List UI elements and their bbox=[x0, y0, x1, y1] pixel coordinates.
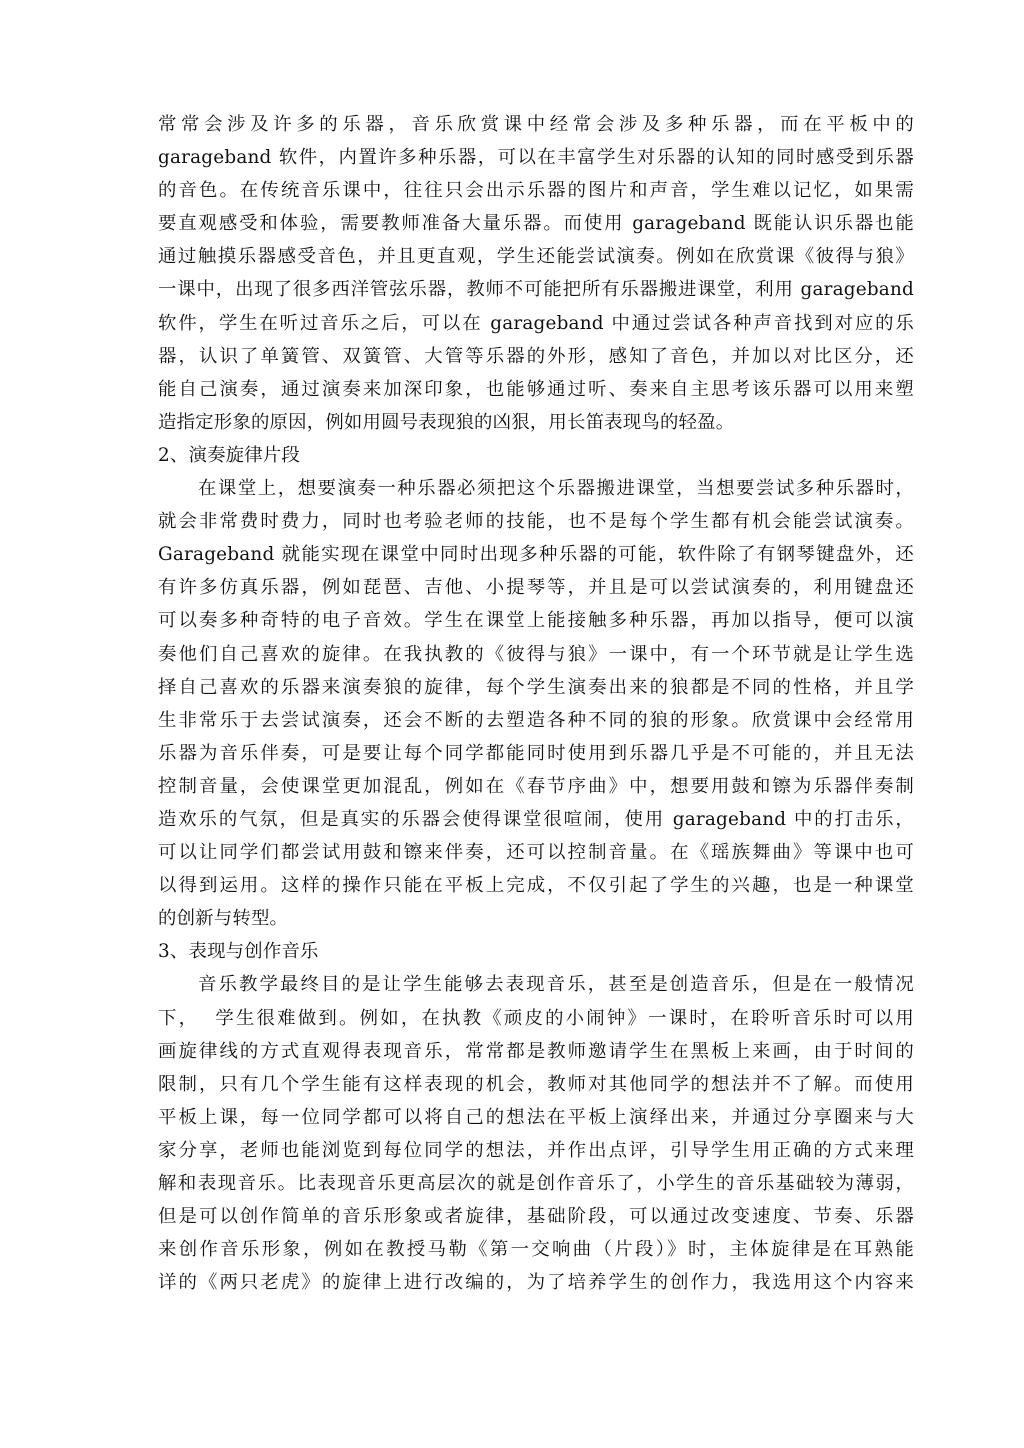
text-line: 控制音量，会使课堂更加混乱，例如在《春节序曲》中，想要用鼓和镲为乐器伴奏制 bbox=[158, 775, 914, 797]
text-line: 的创新与转型。 bbox=[158, 908, 289, 930]
text-line: 器，认识了单簧管、双簧管、大管等乐器的外形，感知了音色，并加以对比区分，还 bbox=[158, 345, 914, 367]
text-line: 下， 学生很难做到。例如，在执教《顽皮的小闹钟》一课时，在聆听音乐时可以用 bbox=[158, 1007, 914, 1029]
section-heading-2: 2、演奏旋律片段 bbox=[158, 444, 301, 466]
text-line: 家分享，老师也能浏览到每位同学的想法，并作出点评，引导学生用正确的方式来理 bbox=[158, 1139, 914, 1161]
section-heading-3: 3、表现与创作音乐 bbox=[158, 941, 319, 963]
text-line: Garageband 就能实现在课堂中同时出现多种乐器的可能，软件除了有钢琴键盘外，还 bbox=[158, 544, 914, 566]
text-line: 通过触摸乐器感受音色，并且更直观，学生还能尝试演奏。例如在欣赏课《彼得与狼》 bbox=[158, 246, 914, 268]
text-line: 解和表现音乐。比表现音乐更高层次的就是创作音乐了，小学生的音乐基础较为薄弱， bbox=[158, 1173, 914, 1194]
text-line: 可以让同学们都尝试用鼓和镲来伴奏，还可以控制音量。在《瑶族舞曲》等课中也可 bbox=[158, 842, 914, 864]
text-line: 有许多仿真乐器，例如琵琶、吉他、小提琴等，并且是可以尝试演奏的，利用键盘还 bbox=[158, 577, 914, 599]
text-line: 详的《两只老虎》的旋律上进行改编的，为了培养学生的创作力，我选用这个内容来 bbox=[158, 1272, 914, 1294]
text-line: 画旋律线的方式直观得表现音乐，常常都是教师邀请学生在黑板上来画，由于时间的 bbox=[158, 1040, 914, 1062]
text-line: 以得到运用。这样的操作只能在平板上完成，不仅引起了学生的兴趣，也是一种课堂 bbox=[158, 875, 914, 897]
text-line: 生非常乐于去尝试演奏，还会不断的去塑造各种不同的狼的形象。欣赏课中会经常用 bbox=[158, 709, 914, 731]
text-line: 就会非常费时费力，同时也考验老师的技能，也不是每个学生都有机会能尝试演奏。 bbox=[158, 511, 914, 533]
paragraph-1 bbox=[158, 108, 914, 439]
text-line: 择自己喜欢的乐器来演奏狼的旋律，每个学生演奏出来的狼都是不同的性格，并且学 bbox=[158, 676, 914, 698]
text-line: 平板上课，每一位同学都可以将自己的想法在平板上演绎出来，并通过分享圈来与大 bbox=[158, 1106, 914, 1128]
paragraph-3 bbox=[158, 968, 914, 1299]
document-page bbox=[158, 108, 914, 1299]
text-line: garageband 软件，内置许多种乐器，可以在丰富学生对乐器的认知的同时感受到乐器 bbox=[158, 147, 914, 169]
text-line: 音乐教学最终目的是让学生能够去表现音乐，甚至是创造音乐，但是在一般情况 bbox=[198, 974, 914, 996]
text-line: 造指定形象的原因，例如用圆号表现狼的凶狠，用长笛表现鸟的轻盈。 bbox=[158, 411, 735, 433]
text-line: 的音色。在传统音乐课中，往往只会出示乐器的图片和声音，学生难以记忆，如果需 bbox=[158, 180, 914, 202]
text-line: 但是可以创作简单的音乐形象或者旋律，基础阶段，可以通过改变速度、节奏、乐器 bbox=[158, 1206, 914, 1228]
text-line: 可以奏多种奇特的电子音效。学生在课堂上能接触多种乐器，再加以指导，便可以演 bbox=[158, 610, 914, 632]
text-line: 造欢乐的气氛，但是真实的乐器会使得课堂很喧闹，使用 garageband 中的打击乐， bbox=[158, 808, 914, 830]
text-line: 奏他们自己喜欢的旋律。在我执教的《彼得与狼》一课中，有一个环节就是让学生选 bbox=[158, 643, 914, 665]
text-line: 能自己演奏，通过演奏来加深印象，也能够通过听、奏来自主思考该乐器可以用来塑 bbox=[158, 378, 914, 400]
text-line: 乐器为音乐伴奏，可是要让每个同学都能同时使用到乐器几乎是不可能的，并且无法 bbox=[158, 742, 914, 764]
text-line: 软件，学生在听过音乐之后，可以在 garageband 中通过尝试各种声音找到对应的乐 bbox=[158, 312, 914, 334]
text-line: 常常会涉及许多的乐器，音乐欣赏课中经常会涉及多种乐器，而在平板中的 bbox=[158, 114, 914, 135]
text-line: 在课堂上，想要演奏一种乐器必须把这个乐器搬进课堂，当想要尝试多种乐器时， bbox=[198, 478, 914, 500]
text-line: 来创作音乐形象，例如在教授马勒《第一交响曲（片段）》时，主体旋律是在耳熟能 bbox=[158, 1239, 914, 1261]
text-line: 要直观感受和体验，需要教师准备大量乐器。而使用 garageband 既能认识乐器也能 bbox=[158, 213, 914, 235]
paragraph-2 bbox=[158, 472, 914, 935]
text-line: 限制，只有几个学生能有这样表现的机会，教师对其他同学的想法并不了解。而使用 bbox=[158, 1073, 914, 1095]
text-line: 一课中，出现了很多西洋管弦乐器，教师不可能把所有乐器搬进课堂，利用 garageband bbox=[158, 279, 914, 301]
